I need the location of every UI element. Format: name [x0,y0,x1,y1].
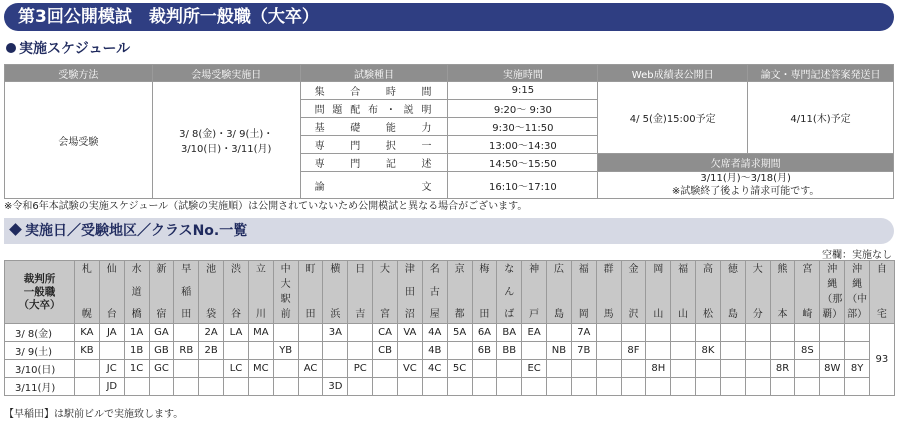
class-cell [720,324,745,342]
region-header: 渋 谷 [224,261,249,324]
class-cell [124,378,149,396]
exam-name: 問題配布・説明 [300,100,448,118]
class-cell [696,324,721,342]
class-cell [745,378,770,396]
class-section-heading: 実施日／受験地区／クラスNo.一覧 [4,218,894,244]
venue-dates: 3/ 8(金)・3/ 9(土)・ 3/10(日)・3/11(月) [152,82,300,199]
legend-note: 空欄：実施なし [822,250,892,261]
class-cell [671,342,696,360]
schedule-table [4,64,894,199]
table-row [5,342,895,360]
class-cell [720,360,745,378]
region-header: 沖 縄 （中 部） [845,261,870,324]
schedule-note: ※令和6年本試験の実施スケジュール（試験の実施順）は公開されていないため公開模試と異なる場合がございます。 [4,201,528,212]
class-cell [820,342,845,360]
class-cell [596,324,621,342]
class-cell [696,360,721,378]
region-header: 日 吉 [348,261,373,324]
region-header: 立 川 [248,261,273,324]
region-header: 津 田 沼 [397,261,422,324]
region-header: な ん ば [497,261,522,324]
class-cell: 2B [199,342,224,360]
class-cell: 4B [422,342,447,360]
home-class-cell: 93 [870,324,895,396]
class-cell [621,324,646,342]
class-table [4,260,895,396]
region-header: 福 岡 [571,261,596,324]
class-cell: BA [497,324,522,342]
class-cell [397,342,422,360]
header-exam: 試験種目 [300,65,448,82]
table-row [5,360,895,378]
region-header: 広 島 [547,261,572,324]
diamond-icon [9,223,22,236]
class-cell [75,378,100,396]
region-header: 池 袋 [199,261,224,324]
class-cell: 8R [770,360,795,378]
class-cell: 1B [124,342,149,360]
class-cell: JA [99,324,124,342]
class-cell [745,360,770,378]
class-cell [621,378,646,396]
footnote: 【早稲田】は駅前ビルで実施致します。 [4,409,184,420]
class-cell [373,378,398,396]
row-date: 3/ 8(金) [5,324,75,342]
class-cell: 3A [323,324,348,342]
class-cell [596,342,621,360]
class-cell: 8W [820,360,845,378]
class-cell: 1C [124,360,149,378]
table-row [5,324,895,342]
class-cell [497,378,522,396]
exam-time: 9:15 [448,82,598,100]
class-cell: GC [149,360,174,378]
class-cell [522,378,547,396]
table-row [5,378,895,396]
absence-period: 3/11(月)〜3/18(月) ※試験終了後より請求可能です。 [598,172,894,199]
class-cell: LA [224,324,249,342]
class-cell [547,324,572,342]
exam-name: 集合時間 [300,82,448,100]
page-title: 第3回公開模試 裁判所一般職（大卒） [4,3,894,31]
bullet-icon [6,43,16,53]
class-cell: 8F [621,342,646,360]
class-cell: 8K [696,342,721,360]
class-cell [75,360,100,378]
class-cell: LC [224,360,249,378]
class-cell: YB [273,342,298,360]
region-header: 大 宮 [373,261,398,324]
class-cell [348,342,373,360]
class-cell [720,378,745,396]
region-header: 大 分 [745,261,770,324]
class-cell [820,378,845,396]
class-cell [522,342,547,360]
class-cell [472,378,497,396]
class-cell [199,360,224,378]
row-date: 3/11(月) [5,378,75,396]
class-cell [770,324,795,342]
class-cell: CB [373,342,398,360]
class-cell [323,342,348,360]
class-table-corner: 裁判所 一般職 （大卒） [5,261,75,324]
class-cell [298,378,323,396]
class-cell: EC [522,360,547,378]
region-header: 中 大 駅 前 [273,261,298,324]
class-cell [696,378,721,396]
region-header: 岡 山 [646,261,671,324]
class-cell [224,342,249,360]
region-header: 町 田 [298,261,323,324]
class-cell: BB [497,342,522,360]
row-date: 3/10(日) [5,360,75,378]
class-cell [621,360,646,378]
class-cell [99,342,124,360]
essay-date: 4/11(木)予定 [748,82,894,154]
class-cell [323,360,348,378]
class-cell: KB [75,342,100,360]
class-cell [497,360,522,378]
class-cell: JD [99,378,124,396]
class-cell [174,324,199,342]
class-cell [348,324,373,342]
class-cell: 7B [571,342,596,360]
class-cell: PC [348,360,373,378]
class-cell: 8S [795,342,820,360]
region-header: 熊 本 [770,261,795,324]
region-header: 梅 田 [472,261,497,324]
class-cell: 4A [422,324,447,342]
region-header: 自 宅 [870,261,895,324]
region-header: 高 松 [696,261,721,324]
class-cell: MA [248,324,273,342]
class-cell: AC [298,360,323,378]
class-cell: 5C [447,360,472,378]
class-cell: GA [149,324,174,342]
header-essay-date: 論文・専門記述答案発送日 [748,65,894,82]
region-header: 横 浜 [323,261,348,324]
class-cell [472,360,497,378]
header-method: 受験方法 [5,65,153,82]
region-header: 沖 縄 （那 覇） [820,261,845,324]
region-header: 宮 崎 [795,261,820,324]
class-cell: NB [547,342,572,360]
class-cell: MC [248,360,273,378]
class-cell [174,378,199,396]
class-cell [248,378,273,396]
class-cell [447,378,472,396]
class-cell [397,378,422,396]
class-cell [745,324,770,342]
class-cell: 8H [646,360,671,378]
region-header: 水 道 橋 [124,261,149,324]
class-cell [646,324,671,342]
region-header: 札 幌 [75,261,100,324]
region-header: 群 馬 [596,261,621,324]
region-header: 早 稲 田 [174,261,199,324]
class-cell: EA [522,324,547,342]
exam-time: 13:00〜14:30 [448,136,598,154]
region-header: 金 沢 [621,261,646,324]
header-venue-date: 会場受験実施日 [152,65,300,82]
class-cell [671,360,696,378]
class-cell [447,342,472,360]
class-cell [671,378,696,396]
class-cell [174,360,199,378]
class-cell: VA [397,324,422,342]
header-time: 実施時間 [448,65,598,82]
header-web-date: Web成績表公開日 [598,65,748,82]
exam-method: 会場受験 [5,82,153,199]
region-header: 新 宿 [149,261,174,324]
class-cell: RB [174,342,199,360]
class-cell [820,324,845,342]
class-cell: 6B [472,342,497,360]
class-cell [273,324,298,342]
class-cell [795,324,820,342]
class-cell: 5A [447,324,472,342]
class-cell [273,360,298,378]
class-cell: VC [397,360,422,378]
class-cell: GB [149,342,174,360]
class-cell [224,378,249,396]
class-cell: KA [75,324,100,342]
class-cell [845,324,870,342]
class-cell [571,360,596,378]
class-cell: 4C [422,360,447,378]
class-cell: 7A [571,324,596,342]
class-cell [795,378,820,396]
class-cell: CA [373,324,398,342]
class-cell [671,324,696,342]
class-cell [795,360,820,378]
schedule-section-heading: 実施スケジュール [6,38,130,58]
class-cell [720,342,745,360]
exam-time: 14:50〜15:50 [448,154,598,172]
class-cell [845,342,870,360]
region-header: 徳 島 [720,261,745,324]
class-cell: 1A [124,324,149,342]
class-cell: 6A [472,324,497,342]
exam-time: 16:10〜17:10 [448,172,598,199]
class-cell [273,378,298,396]
exam-time: 9:20〜 9:30 [448,100,598,118]
absence-period-header: 欠席者請求期間 [598,154,894,172]
class-cell [348,378,373,396]
class-cell [373,360,398,378]
class-cell [149,378,174,396]
exam-name: 専門記述 [300,154,448,172]
class-cell: 3D [323,378,348,396]
class-cell [571,378,596,396]
web-date: 4/ 5(金)15:00予定 [598,82,748,154]
class-cell: 2A [199,324,224,342]
class-cell: JC [99,360,124,378]
exam-time: 9:30〜11:50 [448,118,598,136]
region-header: 名 古 屋 [422,261,447,324]
class-cell [596,378,621,396]
class-cell [248,342,273,360]
class-cell [770,378,795,396]
region-header: 福 山 [671,261,696,324]
class-cell [845,378,870,396]
class-cell: 8Y [845,360,870,378]
class-cell [745,342,770,360]
class-cell [199,378,224,396]
region-header: 京 都 [447,261,472,324]
class-cell [422,378,447,396]
region-header: 仙 台 [99,261,124,324]
class-cell [646,378,671,396]
region-header: 神 戸 [522,261,547,324]
exam-name: 基礎能力 [300,118,448,136]
class-cell [770,342,795,360]
exam-name: 論文 [300,172,448,199]
class-cell [298,324,323,342]
class-cell [547,378,572,396]
exam-name: 専門択一 [300,136,448,154]
class-cell [547,360,572,378]
class-cell [298,342,323,360]
row-date: 3/ 9(土) [5,342,75,360]
class-cell [646,342,671,360]
class-cell [596,360,621,378]
